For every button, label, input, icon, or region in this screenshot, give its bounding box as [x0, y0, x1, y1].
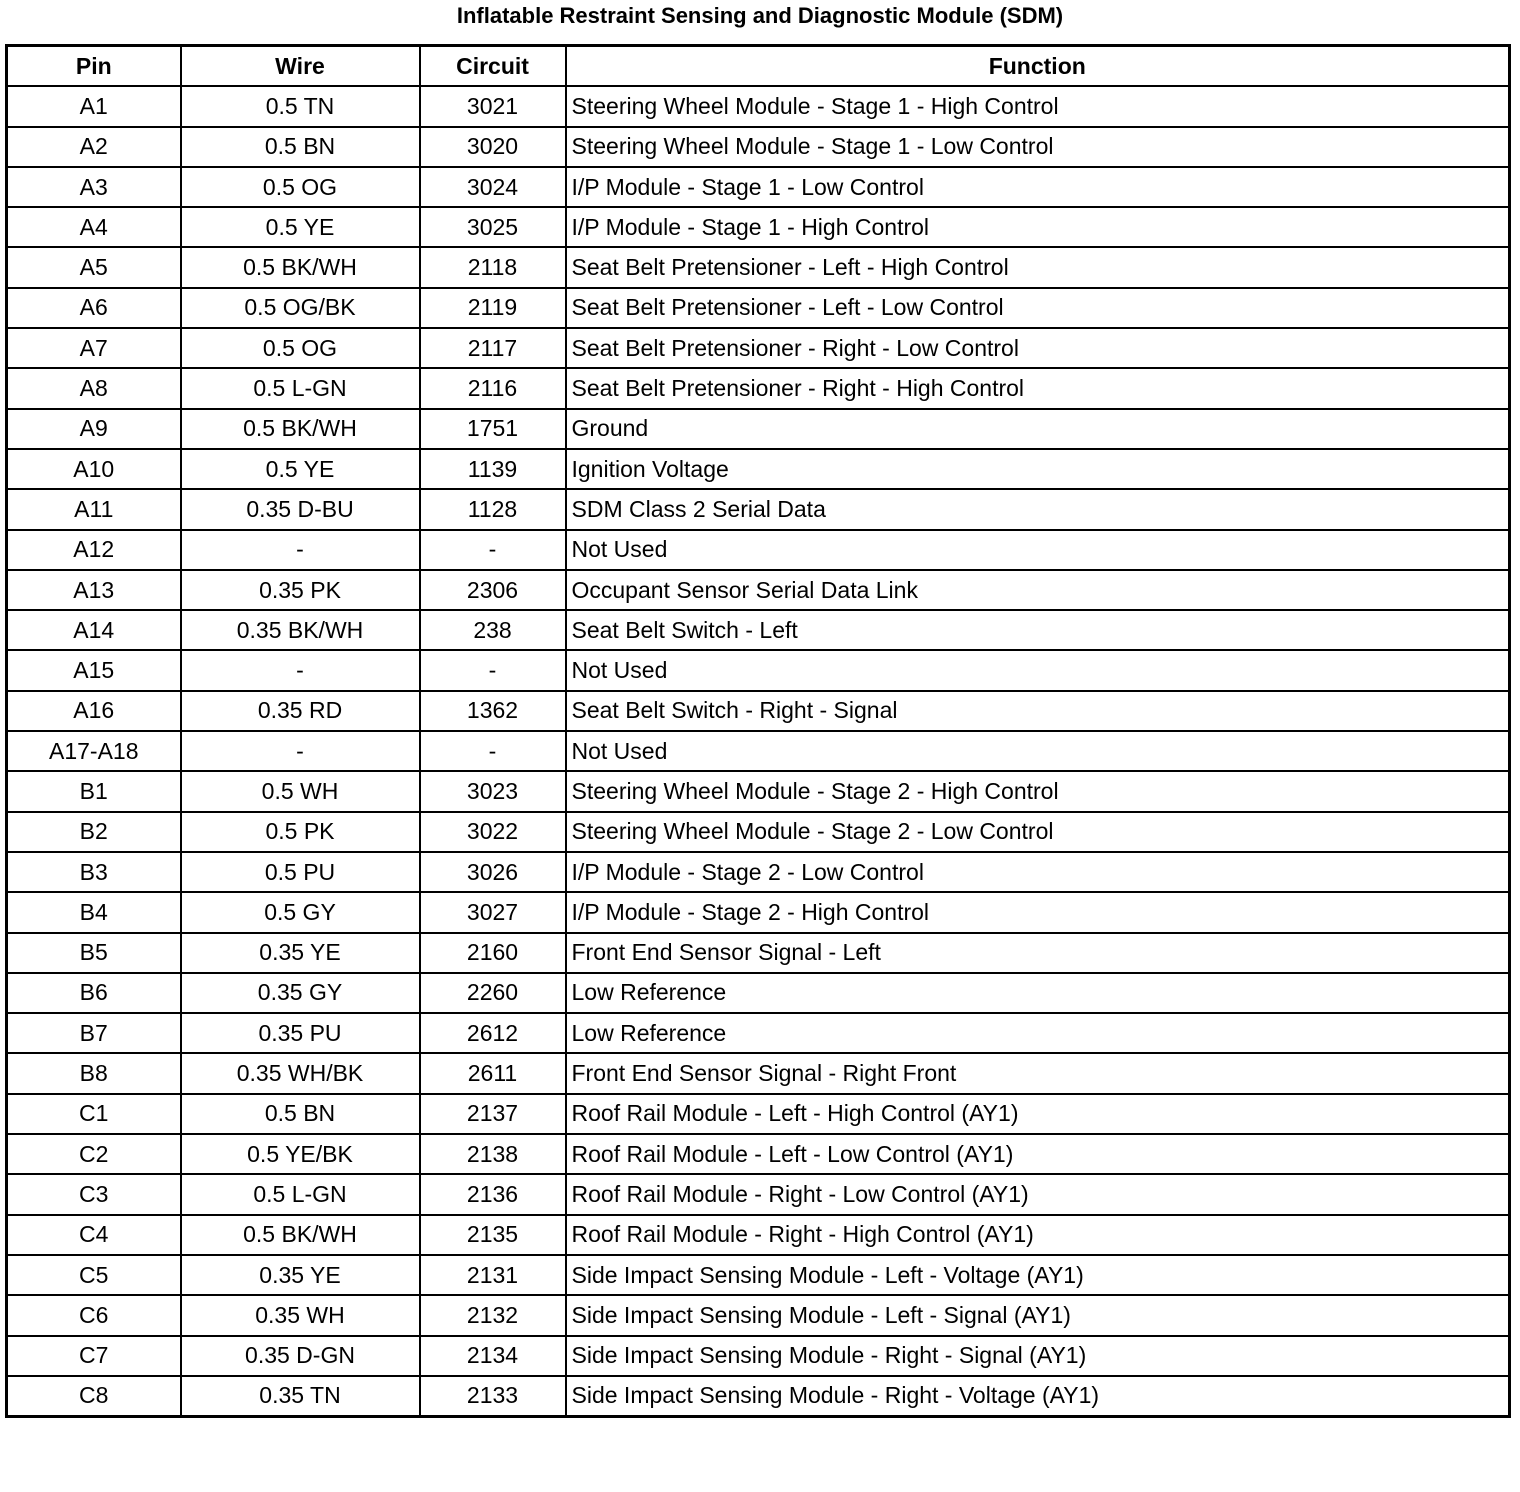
function-cell: Front End Sensor Signal - Left — [566, 933, 1510, 973]
wire-cell: 0.5 WH — [181, 771, 420, 811]
circuit-cell: 2134 — [420, 1336, 566, 1376]
table-row — [7, 1255, 1510, 1295]
header-wire: Wire — [181, 46, 420, 87]
pin-cell: B4 — [7, 892, 181, 932]
table-row — [7, 1174, 1510, 1214]
circuit-cell: 2116 — [420, 368, 566, 408]
header-circuit: Circuit — [420, 46, 566, 87]
wire-cell: 0.35 GY — [181, 973, 420, 1013]
wire-cell: 0.5 PU — [181, 852, 420, 892]
wire-cell: - — [181, 731, 420, 771]
function-cell: Not Used — [566, 731, 1510, 771]
wire-cell: 0.35 PK — [181, 570, 420, 610]
circuit-cell: 1751 — [420, 409, 566, 449]
pin-cell: A12 — [7, 530, 181, 570]
table-row — [7, 933, 1510, 973]
wire-cell: 0.5 OG — [181, 328, 420, 368]
function-cell: Steering Wheel Module - Stage 2 - Low Control — [566, 812, 1510, 852]
table-row — [7, 1094, 1510, 1134]
circuit-cell: 1362 — [420, 691, 566, 731]
table-row — [7, 852, 1510, 892]
table-row — [7, 409, 1510, 449]
pin-cell: A2 — [7, 127, 181, 167]
function-cell: Side Impact Sensing Module - Right - Voltage (AY1) — [566, 1376, 1510, 1417]
function-cell: Ground — [566, 409, 1510, 449]
pin-cell: B1 — [7, 771, 181, 811]
wire-cell: - — [181, 530, 420, 570]
table-row — [7, 127, 1510, 167]
pin-cell: A8 — [7, 368, 181, 408]
circuit-cell: 3020 — [420, 127, 566, 167]
table-row — [7, 892, 1510, 932]
circuit-cell: 2131 — [420, 1255, 566, 1295]
wire-cell: 0.5 YE/BK — [181, 1134, 420, 1174]
circuit-cell: 2137 — [420, 1094, 566, 1134]
function-cell: I/P Module - Stage 2 - Low Control — [566, 852, 1510, 892]
function-cell: Seat Belt Pretensioner - Right - Low Control — [566, 328, 1510, 368]
pin-cell: A13 — [7, 570, 181, 610]
function-cell: Steering Wheel Module - Stage 2 - High Control — [566, 771, 1510, 811]
wire-cell: 0.5 OG/BK — [181, 288, 420, 328]
table-row — [7, 530, 1510, 570]
function-cell: Seat Belt Pretensioner - Left - High Control — [566, 247, 1510, 287]
function-cell: Seat Belt Switch - Right - Signal — [566, 691, 1510, 731]
header-function: Function — [566, 46, 1510, 87]
pin-cell: A15 — [7, 650, 181, 690]
table-row — [7, 731, 1510, 771]
table-row — [7, 1053, 1510, 1093]
function-cell: I/P Module - Stage 1 - High Control — [566, 207, 1510, 247]
pin-cell: A4 — [7, 207, 181, 247]
function-cell: Roof Rail Module - Left - Low Control (AY1) — [566, 1134, 1510, 1174]
function-cell: Side Impact Sensing Module - Left - Voltage (AY1) — [566, 1255, 1510, 1295]
circuit-cell: 3021 — [420, 86, 566, 126]
pin-cell: B7 — [7, 1013, 181, 1053]
pin-cell: B5 — [7, 933, 181, 973]
function-cell: Not Used — [566, 530, 1510, 570]
table-row — [7, 1134, 1510, 1174]
table-row — [7, 247, 1510, 287]
table-row — [7, 973, 1510, 1013]
pin-cell: A7 — [7, 328, 181, 368]
circuit-cell: 1139 — [420, 449, 566, 489]
circuit-cell: 2611 — [420, 1053, 566, 1093]
pin-cell: B6 — [7, 973, 181, 1013]
function-cell: I/P Module - Stage 1 - Low Control — [566, 167, 1510, 207]
table-row — [7, 812, 1510, 852]
pin-cell: C8 — [7, 1376, 181, 1417]
wire-cell: 0.35 WH/BK — [181, 1053, 420, 1093]
pin-cell: A5 — [7, 247, 181, 287]
pin-cell: A11 — [7, 489, 181, 529]
pin-cell: C2 — [7, 1134, 181, 1174]
circuit-cell: - — [420, 530, 566, 570]
wire-cell: 0.5 YE — [181, 449, 420, 489]
circuit-cell: 2117 — [420, 328, 566, 368]
function-cell: Roof Rail Module - Right - Low Control (AY1) — [566, 1174, 1510, 1214]
pinout-table — [5, 44, 1511, 1418]
circuit-cell: 2260 — [420, 973, 566, 1013]
circuit-cell: 3024 — [420, 167, 566, 207]
wire-cell: 0.5 PK — [181, 812, 420, 852]
wire-cell: 0.35 RD — [181, 691, 420, 731]
wire-cell: 0.35 YE — [181, 1255, 420, 1295]
circuit-cell: 2160 — [420, 933, 566, 973]
wire-cell: 0.35 TN — [181, 1376, 420, 1417]
wire-cell: 0.5 BK/WH — [181, 409, 420, 449]
page-title: Inflatable Restraint Sensing and Diagnostic Module (SDM) — [456, 3, 1064, 28]
pin-cell: A9 — [7, 409, 181, 449]
table-row — [7, 207, 1510, 247]
wire-cell: 0.5 BK/WH — [181, 247, 420, 287]
table-row — [7, 610, 1510, 650]
function-cell: Roof Rail Module - Right - High Control (AY1) — [566, 1215, 1510, 1255]
wire-cell: 0.5 L-GN — [181, 1174, 420, 1214]
wire-cell: 0.35 BK/WH — [181, 610, 420, 650]
circuit-cell: 2119 — [420, 288, 566, 328]
table-row — [7, 650, 1510, 690]
function-cell: Side Impact Sensing Module - Right - Signal (AY1) — [566, 1336, 1510, 1376]
wire-cell: 0.35 D-GN — [181, 1336, 420, 1376]
pin-cell: B3 — [7, 852, 181, 892]
wire-cell: - — [181, 650, 420, 690]
function-cell: Seat Belt Pretensioner - Left - Low Control — [566, 288, 1510, 328]
function-cell: Seat Belt Pretensioner - Right - High Control — [566, 368, 1510, 408]
pin-cell: A14 — [7, 610, 181, 650]
pin-cell: A17-A18 — [7, 731, 181, 771]
circuit-cell: 2136 — [420, 1174, 566, 1214]
circuit-cell: 3026 — [420, 852, 566, 892]
wire-cell: 0.5 OG — [181, 167, 420, 207]
function-cell: Low Reference — [566, 973, 1510, 1013]
circuit-cell: 2135 — [420, 1215, 566, 1255]
circuit-cell: 1128 — [420, 489, 566, 529]
wire-cell: 0.35 WH — [181, 1295, 420, 1335]
circuit-cell: 2138 — [420, 1134, 566, 1174]
table-row — [7, 1215, 1510, 1255]
circuit-cell: 2306 — [420, 570, 566, 610]
circuit-cell: 2118 — [420, 247, 566, 287]
circuit-cell: 238 — [420, 610, 566, 650]
circuit-cell: 2612 — [420, 1013, 566, 1053]
wire-cell: 0.5 BK/WH — [181, 1215, 420, 1255]
function-cell: Steering Wheel Module - Stage 1 - High Control — [566, 86, 1510, 126]
pin-cell: C5 — [7, 1255, 181, 1295]
table-row — [7, 771, 1510, 811]
function-cell: Occupant Sensor Serial Data Link — [566, 570, 1510, 610]
circuit-cell: 2133 — [420, 1376, 566, 1417]
header-row — [7, 46, 1510, 87]
pin-cell: A16 — [7, 691, 181, 731]
table-row — [7, 489, 1510, 529]
table-row — [7, 570, 1510, 610]
wire-cell: 0.5 TN — [181, 86, 420, 126]
function-cell: I/P Module - Stage 2 - High Control — [566, 892, 1510, 932]
table-row — [7, 167, 1510, 207]
circuit-cell: 3023 — [420, 771, 566, 811]
wire-cell: 0.5 GY — [181, 892, 420, 932]
wire-cell: 0.5 BN — [181, 127, 420, 167]
pin-cell: C3 — [7, 1174, 181, 1214]
pin-cell: A3 — [7, 167, 181, 207]
pin-cell: C7 — [7, 1336, 181, 1376]
pin-cell: B2 — [7, 812, 181, 852]
table-row — [7, 1336, 1510, 1376]
wire-cell: 0.5 YE — [181, 207, 420, 247]
wire-cell: 0.35 PU — [181, 1013, 420, 1053]
function-cell: Not Used — [566, 650, 1510, 690]
wire-cell: 0.5 L-GN — [181, 368, 420, 408]
pin-cell: A6 — [7, 288, 181, 328]
function-cell: Roof Rail Module - Left - High Control (AY1) — [566, 1094, 1510, 1134]
function-cell: Front End Sensor Signal - Right Front — [566, 1053, 1510, 1093]
function-cell: Steering Wheel Module - Stage 1 - Low Control — [566, 127, 1510, 167]
pin-cell: C6 — [7, 1295, 181, 1335]
pin-cell: B8 — [7, 1053, 181, 1093]
function-cell: SDM Class 2 Serial Data — [566, 489, 1510, 529]
wire-cell: 0.35 D-BU — [181, 489, 420, 529]
circuit-cell: 2132 — [420, 1295, 566, 1335]
function-cell: Low Reference — [566, 1013, 1510, 1053]
header-pin: Pin — [7, 46, 181, 87]
table-row — [7, 691, 1510, 731]
pin-cell: C1 — [7, 1094, 181, 1134]
table-row — [7, 328, 1510, 368]
circuit-cell: 3027 — [420, 892, 566, 932]
table-row — [7, 368, 1510, 408]
circuit-cell: - — [420, 650, 566, 690]
function-cell: Side Impact Sensing Module - Left - Signal (AY1) — [566, 1295, 1510, 1335]
function-cell: Seat Belt Switch - Left — [566, 610, 1510, 650]
table-row — [7, 86, 1510, 126]
pin-cell: A1 — [7, 86, 181, 126]
wire-cell: 0.35 YE — [181, 933, 420, 973]
circuit-cell: 3022 — [420, 812, 566, 852]
function-cell: Ignition Voltage — [566, 449, 1510, 489]
table-row — [7, 288, 1510, 328]
pin-cell: C4 — [7, 1215, 181, 1255]
table-row — [7, 1295, 1510, 1335]
circuit-cell: 3025 — [420, 207, 566, 247]
table-row — [7, 1013, 1510, 1053]
wire-cell: 0.5 BN — [181, 1094, 420, 1134]
circuit-cell: - — [420, 731, 566, 771]
pin-cell: A10 — [7, 449, 181, 489]
table-row — [7, 449, 1510, 489]
table-row — [7, 1376, 1510, 1417]
